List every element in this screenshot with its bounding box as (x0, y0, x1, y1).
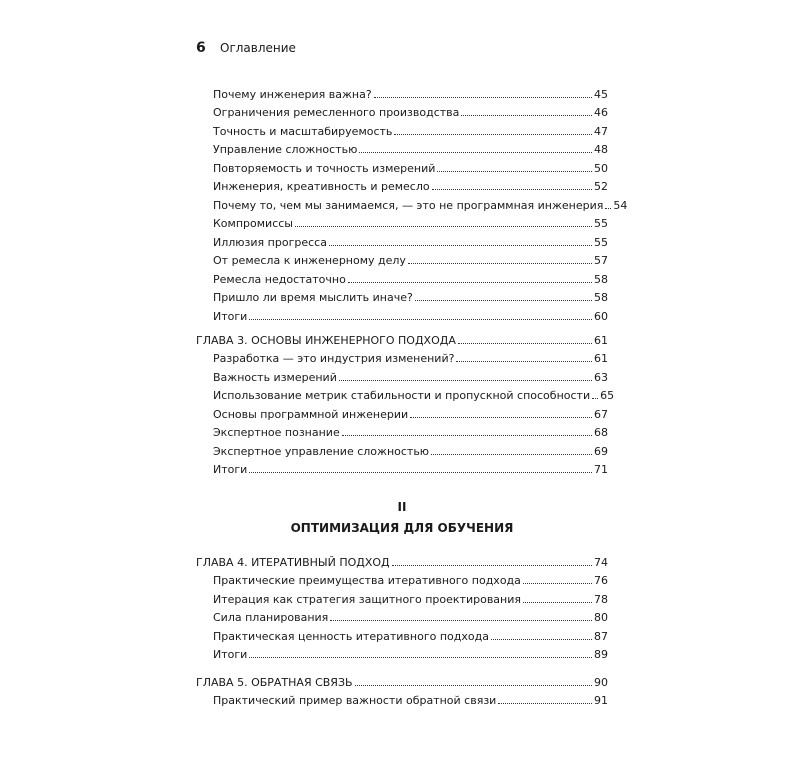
toc-entry[interactable] (196, 606, 608, 625)
toc-entry[interactable] (196, 101, 608, 120)
dot-leader (592, 398, 598, 399)
toc-entry-title: Ремесла недостаточно (213, 272, 346, 286)
toc-entry[interactable] (196, 384, 615, 403)
toc-entry-page: 80 (594, 611, 608, 624)
toc-entry[interactable] (196, 230, 608, 249)
dot-leader (329, 245, 592, 246)
dot-leader (355, 685, 592, 686)
toc-entry[interactable] (196, 304, 608, 323)
toc-entry-page: 68 (594, 426, 608, 439)
toc-entry-page: 61 (594, 352, 608, 365)
dot-leader (461, 115, 592, 116)
toc-entry-page: 55 (594, 217, 608, 230)
toc-entry-title: Практический пример важности обратной связи (213, 694, 497, 707)
toc-entry-page: 89 (594, 648, 608, 661)
dot-leader (432, 189, 592, 190)
dot-leader (249, 472, 592, 473)
dot-leader (339, 380, 592, 381)
toc-entry-page: 65 (600, 389, 615, 402)
toc-section-chapter-2 (196, 82, 628, 323)
toc-entry[interactable] (196, 643, 608, 662)
toc-entry[interactable] (196, 267, 608, 286)
toc-entry-page: 58 (594, 272, 608, 286)
dot-leader (491, 639, 592, 640)
toc-entry-title: Сила планирования (213, 611, 329, 624)
toc-entry-title: Использование метрик стабильности и пропускной способности (213, 389, 591, 402)
toc-entry-title: Иллюзия прогресса (213, 235, 327, 249)
toc-entry-title: Экспертное познание (213, 426, 340, 439)
dot-leader (249, 319, 592, 320)
dot-leader (431, 454, 592, 455)
toc-entry-title: Инженерия, креативность и ремесло (213, 180, 430, 193)
toc-entry-page: 63 (594, 370, 608, 384)
toc-entry-title: ГЛАВА 4. ИТЕРАТИВНЫЙ ПОДХОД (196, 555, 390, 569)
toc-entry-page: 74 (594, 555, 608, 569)
toc-entry-page: 45 (594, 87, 608, 101)
toc-entry-page: 71 (594, 463, 608, 476)
toc-entry[interactable] (196, 587, 608, 606)
dot-leader (392, 565, 592, 566)
part-title: ОПТИМИЗАЦИЯ ДЛЯ ОБУЧЕНИЯ (290, 521, 514, 535)
dot-leader (458, 343, 592, 344)
toc-entry[interactable] (196, 569, 608, 588)
toc-entry-page: 61 (594, 333, 608, 347)
toc-entry-page: 57 (594, 254, 608, 267)
toc-section-chapter-4 (196, 550, 608, 661)
toc-entry-title: Повторяемость и точность измерений (213, 161, 436, 175)
toc-entry[interactable] (196, 421, 608, 440)
toc-entry-title: Практические преимущества итеративного подхода (213, 574, 521, 587)
toc-entry-title: Почему инженерия важна? (213, 87, 372, 101)
toc-entry-title: Пришло ли время мыслить иначе? (213, 291, 413, 304)
dot-leader (523, 583, 592, 584)
dot-leader (374, 97, 592, 98)
dot-leader (456, 361, 592, 362)
toc-entry-title: Разработка — это индустрия изменений? (213, 352, 455, 365)
toc-entry-page: 67 (594, 407, 608, 421)
toc-entry-title: Ограничения ремесленного производства (213, 106, 460, 119)
dot-leader (359, 152, 592, 153)
toc-entry-page: 90 (594, 675, 608, 689)
toc-entry[interactable] (196, 624, 608, 643)
toc-entry[interactable] (196, 402, 608, 421)
dot-leader (437, 171, 592, 172)
toc-entry-page: 46 (594, 106, 608, 119)
toc-entry-title: Практическая ценность итеративного подхода (213, 629, 489, 643)
toc-chapter-entry[interactable] (196, 550, 608, 569)
toc-entry[interactable] (196, 689, 608, 708)
toc-entry-title: Итоги (213, 463, 248, 476)
dot-leader (342, 435, 592, 436)
toc-entry-title: Итоги (213, 309, 248, 323)
toc-entry[interactable] (196, 458, 608, 477)
toc-chapter-entry[interactable] (196, 328, 608, 347)
toc-entry-title: От ремесла к инженерному делу (213, 254, 406, 267)
toc-entry-title: ГЛАВА 3. ОСНОВЫ ИНЖЕНЕРНОГО ПОДХОДА (196, 333, 456, 347)
page-number: 6 (196, 40, 206, 56)
dot-leader (348, 282, 592, 283)
dot-leader (408, 263, 592, 264)
toc-chapter-entry[interactable] (196, 670, 608, 689)
dot-leader (295, 226, 592, 227)
toc-entry-title: Точность и масштабируемость (213, 124, 393, 138)
toc-entry-title: Основы программной инженерии (213, 407, 409, 421)
toc-entry[interactable] (196, 347, 608, 366)
toc-entry-title: Итерация как стратегия защитного проектирования (213, 592, 521, 606)
dot-leader (415, 300, 592, 301)
toc-entry-title: Экспертное управление сложностью (213, 444, 430, 458)
toc-entry-page: 48 (594, 143, 608, 156)
dot-leader (394, 134, 592, 135)
toc-entry[interactable] (196, 82, 608, 101)
toc-entry-title: Управление сложностью (213, 143, 358, 156)
toc-entry-title: ГЛАВА 5. ОБРАТНАЯ СВЯЗЬ (196, 675, 353, 689)
running-title: Оглавление (220, 41, 296, 55)
running-header (196, 40, 296, 60)
toc-entry[interactable] (196, 212, 608, 231)
dot-leader (523, 602, 592, 603)
toc-entry-page: 47 (594, 124, 608, 138)
toc-section-chapter-5 (196, 670, 608, 707)
dot-leader (249, 657, 592, 658)
toc-entry-page: 91 (594, 694, 608, 707)
toc-entry-title: Компромиссы (213, 217, 293, 230)
toc-section-chapter-3 (196, 328, 615, 476)
toc-entry-title: Итоги (213, 648, 248, 661)
toc-entry-page: 69 (594, 444, 608, 458)
toc-entry[interactable] (196, 175, 608, 194)
toc-entry[interactable] (196, 249, 608, 268)
dot-leader (410, 417, 592, 418)
toc-entry-page: 78 (594, 592, 608, 606)
dot-leader (605, 208, 611, 209)
toc-entry[interactable] (196, 138, 608, 157)
dot-leader (498, 703, 592, 704)
toc-entry-title: Важность измерений (213, 370, 337, 384)
toc-entry[interactable] (196, 193, 628, 212)
toc-entry-page: 58 (594, 291, 608, 304)
toc-entry[interactable] (196, 156, 608, 175)
toc-entry-page: 50 (594, 161, 608, 175)
part-number: II (397, 500, 407, 514)
toc-entry-title: Почему то, чем мы занимаемся, — это не программная инженерия (213, 198, 604, 212)
toc-entry[interactable] (196, 439, 608, 458)
toc-entry-page: 60 (594, 309, 608, 323)
dot-leader (330, 620, 592, 621)
part-heading (196, 500, 608, 535)
toc-entry[interactable] (196, 119, 608, 138)
toc-entry-page: 52 (594, 180, 608, 193)
toc-entry-page: 55 (594, 235, 608, 249)
toc-entry-page: 76 (594, 574, 608, 587)
toc-entry-page: 54 (613, 198, 628, 212)
toc-entry[interactable] (196, 286, 608, 305)
toc-entry-page: 87 (594, 629, 608, 643)
toc-entry[interactable] (196, 365, 608, 384)
